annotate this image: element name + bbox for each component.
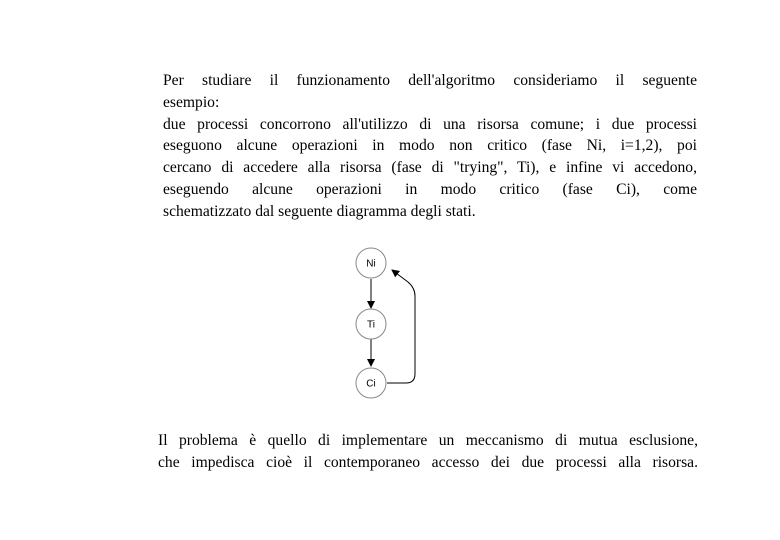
intro-line-6: eseguendo alcune operazioni in modo critico (fase Ci), come: [163, 180, 697, 198]
intro-line-1: Per studiare il funzionamento dell'algoritmo consideriamo il seguente: [163, 72, 697, 89]
state-ci: [356, 368, 386, 398]
conclusion-line-1: Il problema è quello di implementare un meccanismo di mutua esclusione,: [158, 432, 698, 449]
state-ni-label: Ni: [366, 258, 376, 270]
state-ti: [356, 309, 386, 339]
state-diagram: [340, 236, 430, 406]
conclusion-paragraph: [158, 430, 698, 474]
intro-line-5: cercano di accedere alla risorsa (fase di "trying", Ti), e infine vi accedono,: [163, 159, 697, 177]
state-ti-label: Ti: [367, 319, 375, 331]
transition-ci-ni: [387, 270, 415, 383]
intro-line-3: due processi concorrono all'utilizzo di una risorsa comune; i due processi: [163, 115, 697, 133]
state-ci-label: Ci: [366, 378, 376, 390]
intro-paragraph: [163, 70, 697, 223]
conclusion-line-2: che impedisca cioè il contemporaneo accesso dei due processi alla risorsa.: [158, 453, 698, 471]
intro-line-4: eseguono alcune operazioni in modo non critico (fase Ni, i=1,2), poi: [163, 137, 697, 155]
state-ni: [356, 248, 386, 278]
intro-line-2: esempio:: [163, 93, 220, 111]
intro-line-7: schematizzato dal seguente diagramma degli stati.: [163, 202, 476, 220]
